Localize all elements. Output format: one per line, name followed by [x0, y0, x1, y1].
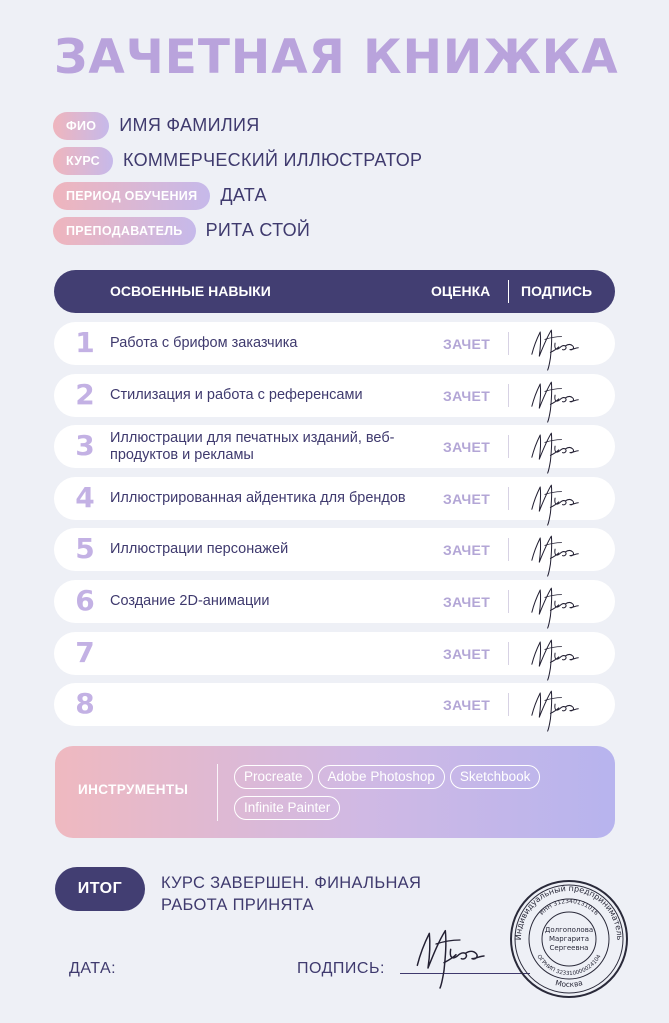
row-skill: Создание 2D-анимации	[110, 592, 270, 609]
stamp-name-line: Маргарита	[548, 935, 590, 943]
signature-image	[528, 525, 584, 577]
tool-chip: Procreate	[234, 765, 313, 789]
skills-table	[54, 322, 615, 735]
info-tag-course: КУРС	[53, 147, 113, 175]
row-grade: ЗАЧЕТ	[443, 593, 491, 610]
stamp-image	[508, 878, 630, 1000]
signature-label: ПОДПИСЬ:	[297, 960, 385, 977]
header-skills: ОСВОЕННЫЕ НАВЫКИ	[110, 283, 271, 299]
stamp-city: Москва	[554, 978, 584, 990]
signature-image	[528, 474, 584, 526]
info-value-course: КОММЕРЧЕСКИЙ ИЛЛЮСТРАТОР	[122, 150, 423, 170]
tools-divider	[217, 764, 218, 821]
info-tag-teacher: ПРЕПОДАВАТЕЛЬ	[53, 217, 196, 245]
header-divider	[508, 280, 509, 303]
row-divider	[508, 332, 509, 355]
info-value-teacher: РИТА СТОЙ	[205, 220, 311, 240]
row-number: 4	[75, 480, 95, 514]
row-skill: Иллюстрации для печатных изданий, веб-продуктов и рекламы	[110, 429, 395, 463]
row-divider	[508, 590, 509, 613]
stamp-inn: ИНН 312340131016	[538, 897, 600, 917]
info-tag-name: ФИО	[53, 112, 109, 140]
row-grade: ЗАЧЕТ	[443, 387, 491, 404]
svg-text:Москва	[554, 978, 583, 989]
svg-text:ОГРНИП 323310000024104	[535, 953, 602, 977]
result-badge: ИТОГ	[55, 867, 145, 911]
table-row	[54, 683, 615, 726]
row-number: 5	[75, 532, 95, 566]
header-signature: ПОДПИСЬ	[521, 283, 593, 299]
row-skill: Работа с брифом заказчика	[110, 335, 298, 351]
row-grade: ЗАЧЕТ	[443, 490, 491, 507]
row-number: 8	[75, 687, 95, 721]
signature-image	[528, 680, 584, 732]
table-row	[54, 580, 615, 623]
row-skill: Иллюстрированная айдентика для брендов	[110, 489, 406, 506]
row-number: 2	[75, 377, 95, 411]
tools-label: ИНСТРУМЕНТЫ	[78, 782, 189, 797]
row-number: 1	[75, 326, 95, 359]
info-value-name: ИМЯ ФАМИЛИЯ	[119, 115, 260, 135]
row-grade: ЗАЧЕТ	[443, 645, 491, 662]
row-divider	[508, 435, 509, 458]
date-label: ДАТА:	[69, 960, 117, 977]
tools-panel	[55, 746, 615, 838]
result-text: КУРС ЗАВЕРШЕН. ФИНАЛЬНАЯ РАБОТА ПРИНЯТА	[161, 874, 422, 914]
row-grade: ЗАЧЕТ	[443, 542, 491, 559]
signature-image	[528, 422, 584, 474]
info-row-teacher	[53, 213, 422, 248]
row-skill: Стилизация и работа с референсами	[110, 386, 363, 403]
info-value-period: ДАТА	[220, 185, 267, 205]
row-grade: ЗАЧЕТ	[443, 697, 491, 714]
row-number: 7	[75, 635, 95, 669]
signature-image	[528, 319, 584, 371]
table-row	[54, 425, 615, 468]
info-row-period	[53, 178, 422, 213]
tools-list	[234, 765, 604, 820]
table-row	[54, 528, 615, 571]
row-number: 6	[75, 583, 95, 617]
stamp-ring-text: Индивидуальный предприниматель	[513, 883, 625, 941]
table-row	[54, 477, 615, 520]
stamp-ogrnip: ОГРНИП 323310000024104	[535, 953, 603, 978]
info-tag-period: ПЕРИОД ОБУЧЕНИЯ	[53, 182, 210, 210]
row-grade: ЗАЧЕТ	[443, 336, 491, 352]
signature-image	[528, 577, 584, 629]
header-grade: ОЦЕНКА	[431, 283, 491, 299]
row-skill	[110, 632, 410, 675]
info-row-course	[53, 143, 422, 178]
row-divider	[508, 538, 509, 561]
svg-text:ИНН 312340131016	[538, 898, 600, 917]
table-row	[54, 374, 615, 417]
stamp-name-line: Сергеевна	[549, 944, 589, 952]
skills-table-header	[54, 270, 615, 313]
row-divider	[508, 384, 509, 407]
row-skill: Иллюстрации персонажей	[110, 541, 289, 558]
tool-chip: Adobe Photoshop	[318, 765, 445, 789]
student-info	[53, 108, 422, 248]
table-row	[54, 632, 615, 675]
signature-image	[528, 629, 584, 681]
tool-chip: Infinite Painter	[234, 796, 340, 820]
info-row-name	[53, 108, 422, 143]
row-divider	[508, 693, 509, 716]
row-skill	[110, 683, 410, 726]
row-divider	[508, 642, 509, 665]
row-divider	[508, 487, 509, 510]
tool-chip: Sketchbook	[450, 765, 541, 789]
table-row	[54, 322, 615, 365]
row-number: 3	[75, 429, 95, 463]
page-title: ЗАЧЕТНАЯ КНИЖКА	[54, 30, 619, 85]
stamp-name-line: Долгополова	[544, 926, 594, 934]
signature-image	[528, 371, 584, 423]
final-signature-image	[412, 912, 492, 992]
row-grade: ЗАЧЕТ	[443, 439, 491, 456]
